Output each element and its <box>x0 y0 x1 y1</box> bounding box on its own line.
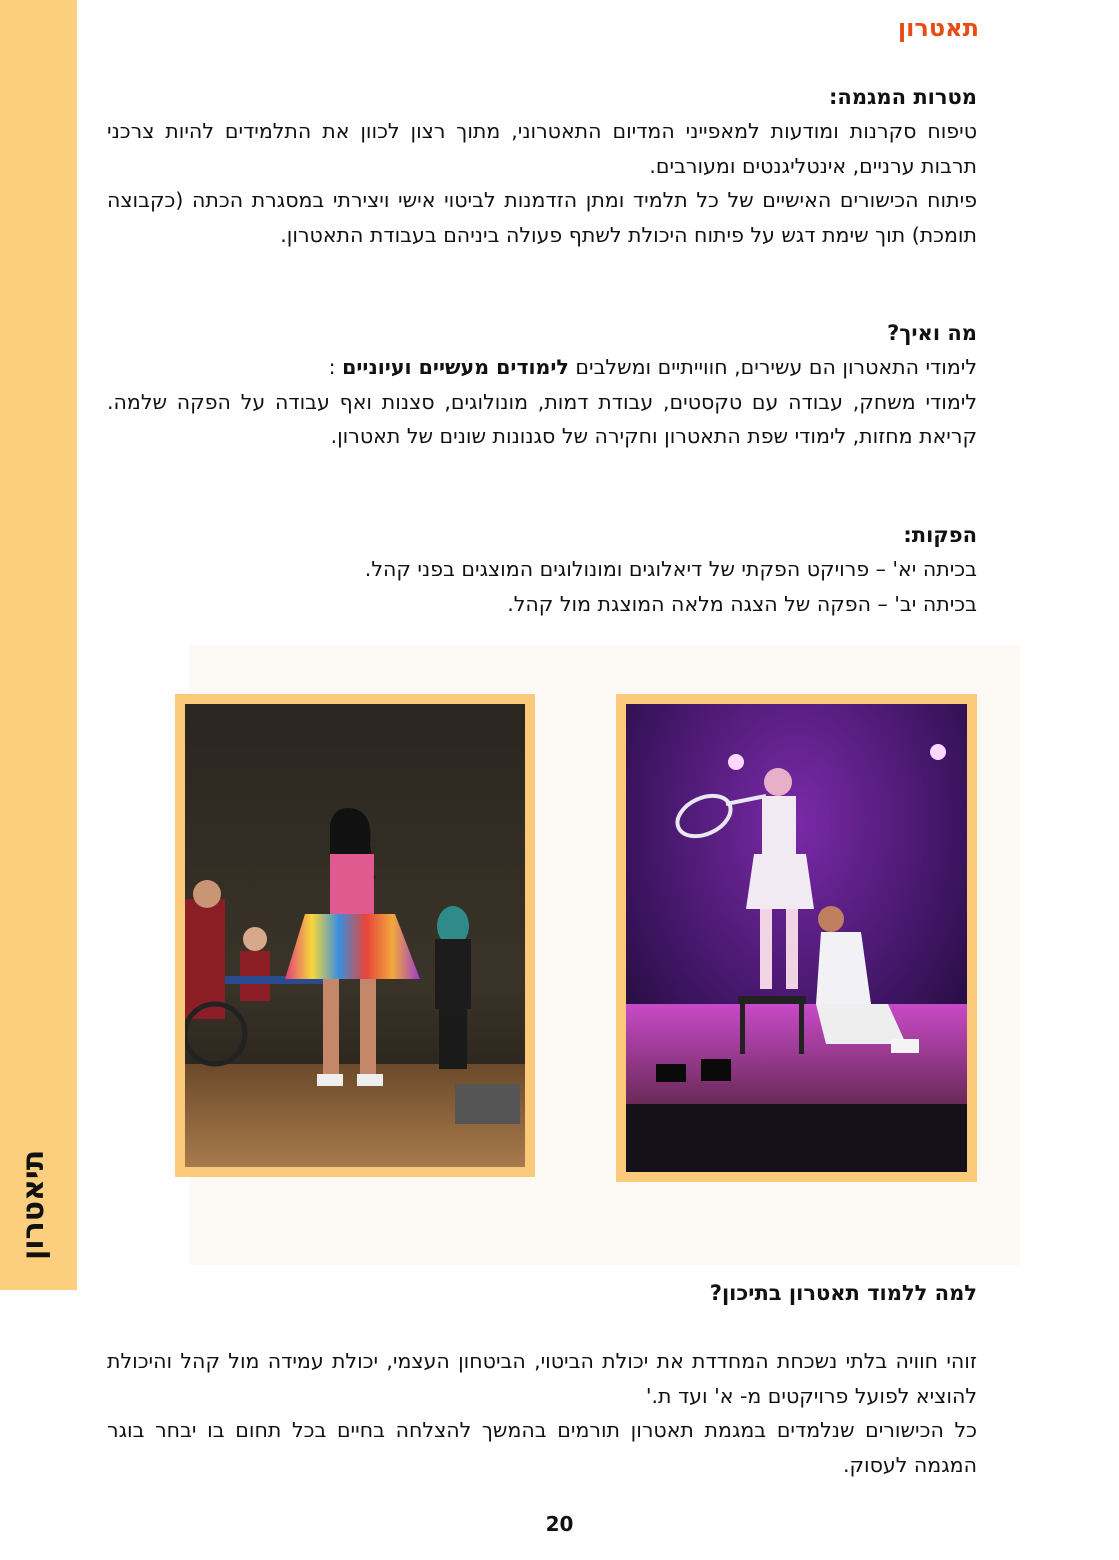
productions-section <box>107 518 977 621</box>
goals-paragraph-1: טיפוח סקרנות ומודעות למאפייני המדיום התאטרוני, מתוך רצון לכוון את התלמידים להיות צרכני תרבות ערניים, אינטליגנטים ומעורבים. <box>107 119 977 178</box>
stage-photo-right <box>616 694 977 1182</box>
why-paragraph-1: זוהי חוויה בלתי נשכחת המחדדת את יכולת הביטוי, הביטחון העצמי, יכולת עמידה מול קהל והיכולת להוציא לפועל פרויקטים מ- א' ועד ת.' <box>107 1349 977 1408</box>
why-paragraph-2: כל הכישורים שנלמדים במגמת תאטרון תורמים בהמשך להצלחה בחיים בכל תחום בו יבחר בוגר המגמה לעסוק. <box>107 1418 977 1477</box>
stage-photo-left-image <box>185 704 525 1167</box>
what-how-heading: מה ואיך? <box>887 321 977 345</box>
productions-line-1: בכיתה יא' – פרויקט הפקתי של דיאלוגים ומונולוגים המוצגים בפני קהל. <box>364 557 977 581</box>
what-how-intro-line <box>107 350 977 385</box>
what-how-section <box>107 316 977 454</box>
side-tab-bar <box>0 0 77 1290</box>
what-how-colon: : <box>328 355 343 379</box>
side-tab-label: תיאטרון <box>16 1149 51 1261</box>
page-number: 20 <box>545 1512 574 1536</box>
what-how-intro: לימודי התאטרון הם עשירים, חווייתיים ומשלבים <box>575 355 977 379</box>
productions-heading: הפקות: <box>903 523 977 547</box>
what-how-body: לימודי משחק, עבודה עם טקסטים, עבודת דמות, מונולוגים, סצנות ואף עבודה על הפקה שלמה. קריאת מחזות, לימודי שפת התאטרון וחקירה של סגנונות שונים של תאטרון. <box>107 389 977 448</box>
page-title: תאטרון <box>897 14 979 42</box>
goals-heading: מטרות המגמה: <box>829 85 977 109</box>
what-how-bold: לימודים מעשיים ועיוניים <box>342 355 569 379</box>
stage-photo-right-image <box>626 704 967 1172</box>
goals-paragraph-2: פיתוח הכישורים האישיים של כל תלמיד ומתן הזדמנות לביטוי אישי ויצירתי במסגרת הכתה (כקבוצה תומכת) תוך שימת דגש על פיתוח היכולת לשתף פעולה ביניהם בעבודת התאטרון. <box>107 188 977 247</box>
goals-section <box>107 80 977 252</box>
stage-photo-left <box>175 694 535 1177</box>
why-heading: למה ללמוד תאטרון בתיכון? <box>709 1281 977 1305</box>
why-section <box>107 1276 977 1482</box>
productions-line-2: בכיתה יב' – הפקה של הצגה מלאה המוצגת מול קהל. <box>507 591 977 616</box>
